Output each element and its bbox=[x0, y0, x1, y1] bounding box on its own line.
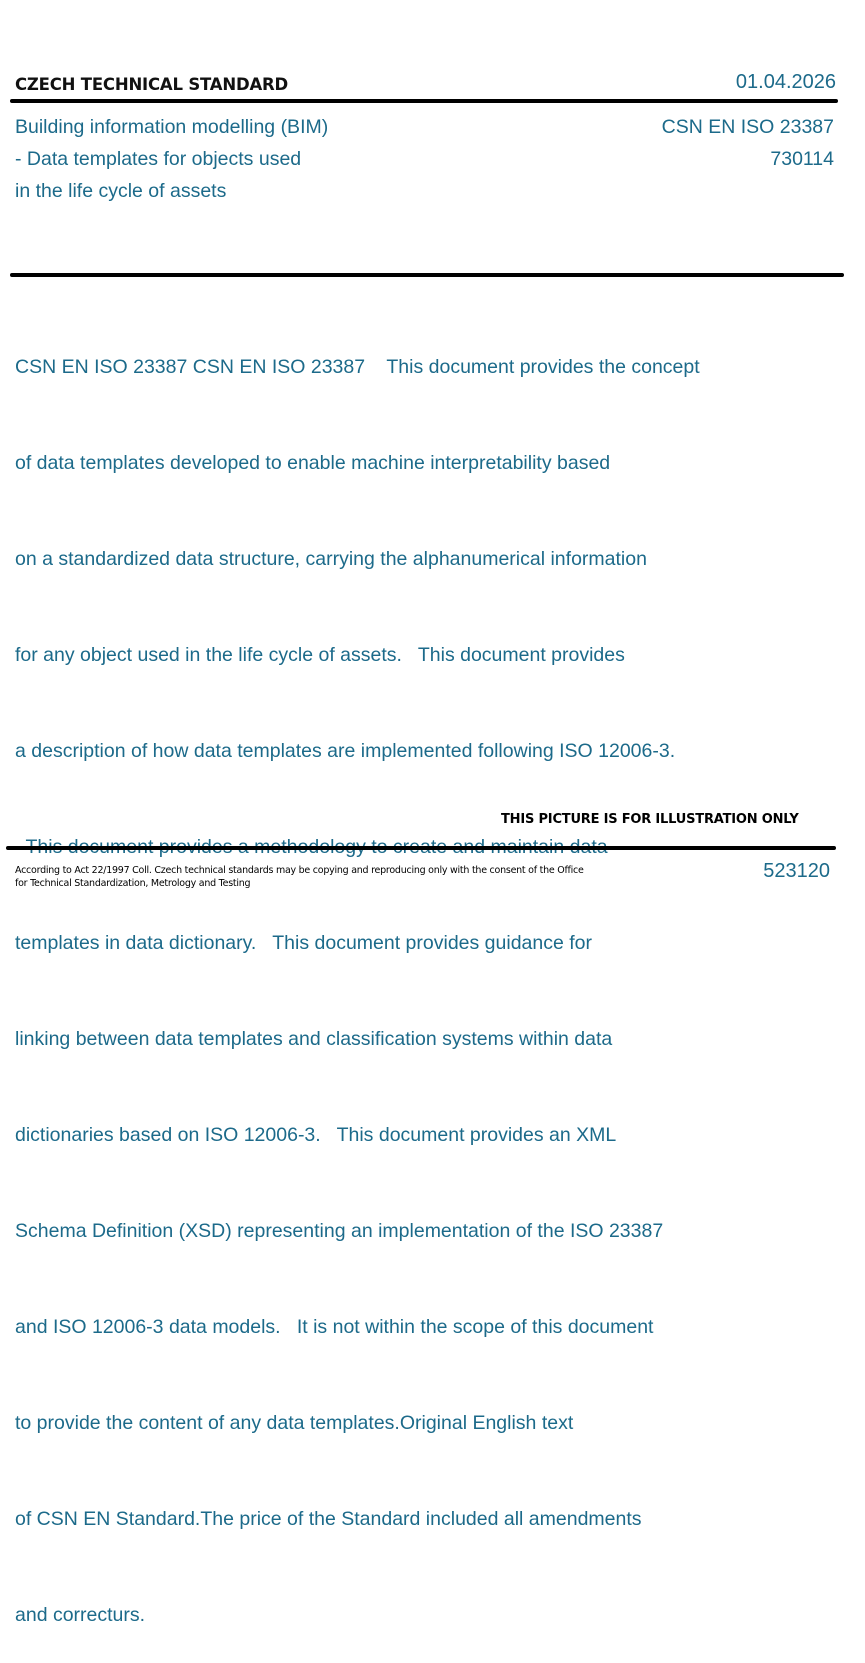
abstract-line: and ISO 12006-3 data models. It is not within the scope of this document bbox=[15, 1316, 654, 1338]
abstract-line: of data templates developed to enable machine interpretability based bbox=[15, 452, 611, 474]
legal-notice bbox=[15, 864, 584, 890]
title-line-2: - Data templates for objects used bbox=[15, 148, 302, 170]
abstract-line: CSN EN ISO 23387 CSN EN ISO 23387 This document provides the concept bbox=[15, 356, 700, 378]
legal-notice-line: for Technical Standardization, Metrology and Testing bbox=[15, 878, 251, 889]
abstract-line: a description of how data templates are implemented following ISO 12006-3. bbox=[15, 740, 676, 762]
top-divider bbox=[10, 99, 838, 103]
title-line-3: in the life cycle of assets bbox=[15, 180, 227, 202]
document-number: 523120 bbox=[763, 860, 830, 882]
bottom-divider bbox=[6, 846, 836, 850]
abstract-line: for any object used in the life cycle of assets. This document provides bbox=[15, 644, 625, 666]
class-number: 730114 bbox=[770, 148, 834, 170]
illustration-disclaimer: THIS PICTURE IS FOR ILLUSTRATION ONLY bbox=[501, 812, 799, 827]
abstract-line: linking between data templates and classification systems within data bbox=[15, 1028, 613, 1050]
standard-type-heading: CZECH TECHNICAL STANDARD bbox=[15, 75, 289, 94]
publication-date: 01.04.2026 bbox=[735, 71, 836, 93]
abstract-line: to provide the content of any data templates.Original English text bbox=[15, 1412, 574, 1434]
abstract-line: templates in data dictionary. This document provides guidance for bbox=[15, 932, 593, 954]
standard-code: CSN EN ISO 23387 bbox=[661, 116, 834, 138]
abstract-line: Schema Definition (XSD) representing an implementation of the ISO 23387 bbox=[15, 1220, 664, 1242]
abstract-line: on a standardized data structure, carrying the alphanumerical information bbox=[15, 548, 647, 570]
title-line-1: Building information modelling (BIM) bbox=[15, 116, 329, 138]
legal-notice-line: According to Act 22/1997 Coll. Czech technical standards may be copying and reproducing only with the consent of the Office bbox=[15, 865, 584, 876]
middle-divider bbox=[10, 273, 844, 277]
abstract-line: of CSN EN Standard.The price of the Standard included all amendments bbox=[15, 1508, 642, 1530]
abstract-line: and correcturs. bbox=[15, 1604, 146, 1626]
abstract-text bbox=[15, 287, 845, 1663]
abstract-line: dictionaries based on ISO 12006-3. This document provides an XML bbox=[15, 1124, 617, 1146]
